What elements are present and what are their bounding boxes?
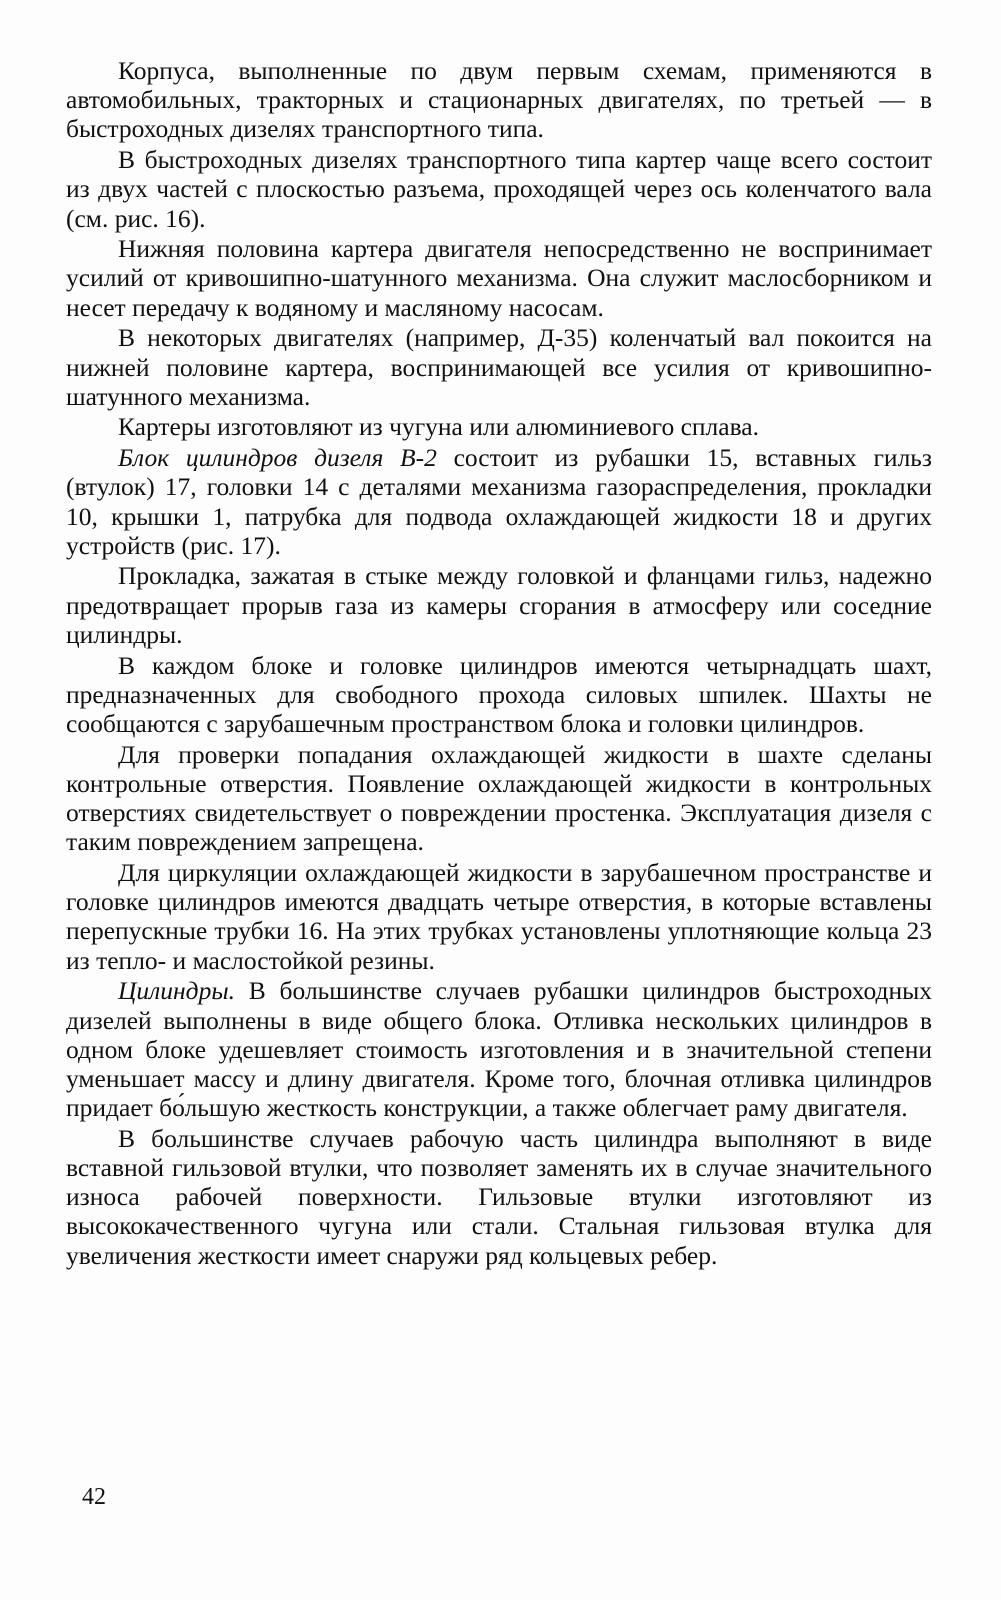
paragraph-8 <box>66 651 932 739</box>
paragraph-10-text: Для циркуляции охлаждающей жидкости в зарубашечном пространстве и головке цилиндров имеются двадцать четыре отверстия, в которые вставлены перепускные трубки 16. На этих трубках установлены уплотняющие кольца 23 из тепло- и маслостойкой резины. <box>66 857 932 975</box>
body-text <box>66 56 932 1271</box>
paragraph-1-text: Корпуса, выполненные по двум первым схемам, применяются в автомобильных, тракторных и стационарных двигателях, по третьей — в быстроходных дизелях транспортного типа. <box>66 56 932 144</box>
paragraph-4-text: В некоторых двигателях (например, Д-35) коленчатый вал покоится на нижней половине картера, воспринимающей все усилия от кривошипно-шатунного механизма. <box>66 323 932 411</box>
page-number: 42 <box>82 1484 106 1510</box>
paragraph-1 <box>66 56 932 144</box>
paragraph-9 <box>66 740 932 857</box>
paragraph-8-text: В каждом блоке и головке цилиндров имеются четырнадцать шахт, предназначенных для свободного прохода силовых шпилек. Шахты не сообщаются с зарубашечным пространством блока и головки цилиндров. <box>66 650 932 738</box>
paragraph-5-text: Картеры изготовляют из чугуна или алюминиевого сплава. <box>118 412 759 442</box>
paragraph-6-text: состоит из рубашки 15, вставных гильз (втулок) 17, головки 14 с деталями механизма газораспределения, прокладки 10, крышки 1, патрубка для подвода охлаждающей жидкости 18 и других устройств (рис. 17). <box>66 443 932 560</box>
paragraph-11 <box>66 976 932 1122</box>
paragraph-12 <box>66 1124 932 1270</box>
paragraph-5 <box>66 412 932 441</box>
paragraph-2-text: В быстроходных дизелях транспортного типа картер чаще всего состоит из двух частей с плоскостью разъема, проходящей через ось коленчатого вала (см. рис. 16). <box>66 145 932 233</box>
paragraph-10 <box>66 858 932 975</box>
paragraph-6-lead: Блок цилиндров дизеля В-2 <box>118 443 437 473</box>
paragraph-9-text: Для проверки попадания охлаждающей жидкости в шахте сделаны контрольные отверстия. Появление охлаждающей жидкости в контрольных отверстиях свидетельствует о повреждении простенка. Эксплуатация дизеля с таким повреждением запрещена. <box>66 739 932 857</box>
paragraph-11-text: В большинстве случаев рубашки цилиндров быстроходных дизелей выполнены в виде общего блока. Отливка нескольких цилиндров в одном блоке удешевляет стоимость изготовления и в значительной степени уменьшает массу и длину двигателя. Кроме того, блочная отливка цилиндров придает бо́льшую жесткость конструкции, а также облегчает раму двигателя. <box>66 976 932 1123</box>
paragraph-3-text: Нижняя половина картера двигателя непосредственно не воспринимает усилий от кривошипно-шатунного механизма. Она служит маслосборником и несет передачу к водяному и масляному насосам. <box>66 234 932 322</box>
paragraph-11-lead: Цилиндры. <box>118 976 235 1006</box>
paragraph-4 <box>66 323 932 411</box>
paragraph-12-text: В большинстве случаев рабочую часть цилиндра выполняют в виде вставной гильзовой втулки, что позволяет заменять их в случае значительного износа рабочей поверхности. Гильзовые втулки изготовляют из высококачественного чугуна или стали. Стальная гильзовая втулка для увеличения жесткости имеет снаружи ряд кольцевых ребер. <box>66 1123 932 1270</box>
paragraph-2 <box>66 145 932 233</box>
paragraph-3 <box>66 234 932 322</box>
paragraph-6 <box>66 443 932 560</box>
paragraph-7 <box>66 561 932 649</box>
paragraph-7-text: Прокладка, зажатая в стыке между головкой и фланцами гильз, надежно предотвращает прорыв газа из камеры сгорания в атмосферу или соседние цилиндры. <box>66 561 932 649</box>
